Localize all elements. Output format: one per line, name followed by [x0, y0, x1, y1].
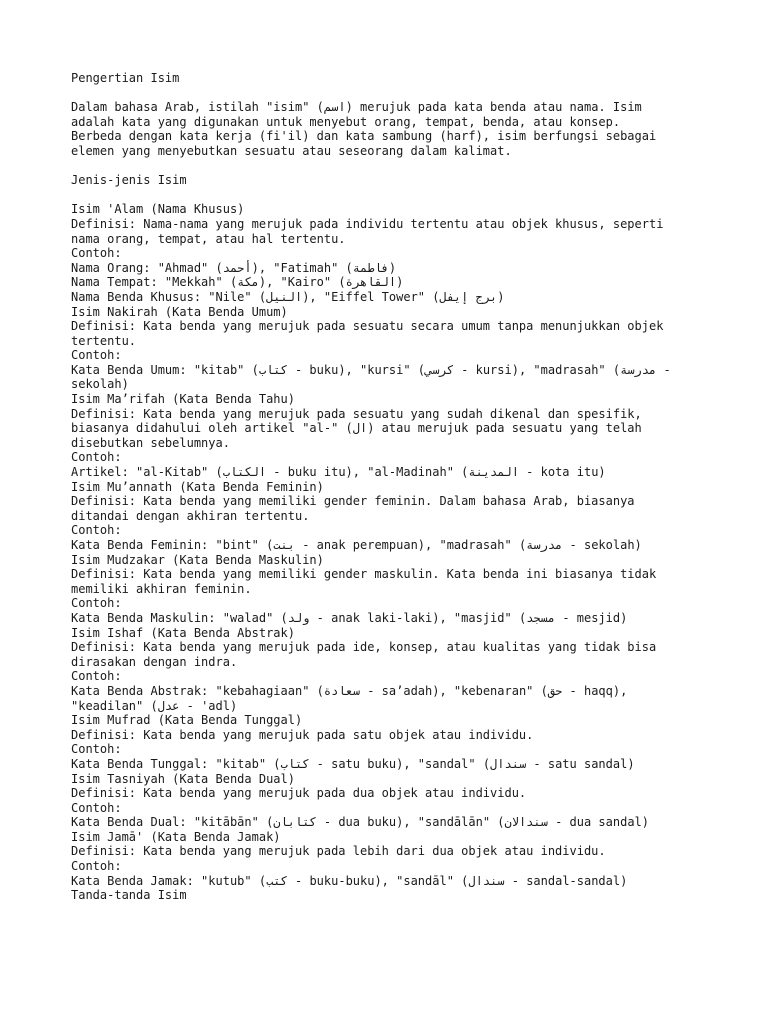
text-line: disebutkan sebelumnya. — [71, 435, 230, 450]
text-line: elemen yang menyebutkan sesuatu atau seseorang dalam kalimat. — [71, 143, 512, 158]
text-line: Definisi: Kata benda yang merujuk pada lebih dari dua objek atau individu. — [71, 844, 606, 859]
text-line: Contoh: — [71, 246, 122, 261]
text-line: Contoh: — [71, 669, 122, 684]
text-line: Definisi: Kata benda yang merujuk pada sesuatu secara umum tanpa menunjukkan objek — [71, 319, 664, 334]
text-line: Isim Mufrad (Kata Benda Tunggal) — [71, 713, 303, 728]
text-line: Definisi: Kata benda yang merujuk pada satu objek atau individu. — [71, 727, 534, 742]
text-line: Kata Benda Tunggal: "kitab" (كتاب - satu buku), "sandal" (سندال - satu sandal) — [71, 756, 635, 771]
text-line: Isim Ishaf (Kata Benda Abstrak) — [71, 625, 295, 640]
text-line: Definisi: Kata benda yang memiliki gender feminin. Dalam bahasa Arab, biasanya — [71, 494, 635, 509]
text-line: Definisi: Kata benda yang merujuk pada ide, konsep, atau kualitas yang tidak bisa — [71, 640, 657, 655]
text-line: Contoh: — [71, 742, 122, 757]
text-line: memiliki akhiran feminin. — [71, 581, 252, 596]
text-line: Isim Mudzakar (Kata Benda Maskulin) — [71, 552, 324, 567]
text-line: sekolah) — [71, 377, 129, 392]
text-line: nama orang, tempat, atau hal tertentu. — [71, 231, 346, 246]
text-line: Isim Nakirah (Kata Benda Umum) — [71, 304, 288, 319]
text-line: Contoh: — [71, 859, 122, 874]
text-line: Definisi: Kata benda yang merujuk pada dua objek atau individu. — [71, 786, 527, 801]
text-line: Tanda-tanda Isim — [71, 888, 187, 903]
text-line: Contoh: — [71, 596, 122, 611]
text-line: Definisi: Kata benda yang merujuk pada sesuatu yang sudah dikenal dan spesifik, — [71, 406, 642, 421]
blank-line — [71, 159, 711, 174]
text-line: Isim 'Alam (Nama Khusus) — [71, 202, 245, 217]
text-line: Isim Mu’annath (Kata Benda Feminin) — [71, 479, 324, 494]
text-line: Isim Jamā' (Kata Benda Jamak) — [71, 829, 281, 844]
text-line: Definisi: Nama-nama yang merujuk pada individu tertentu atau objek khusus, seperti — [71, 216, 664, 231]
text-line: Contoh: — [71, 800, 122, 815]
text-line: Kata Benda Abstrak: "kebahagiaan" (سعادة - sa’adah), "kebenaran" (حق - haqq), — [71, 683, 628, 698]
text-line: Jenis-jenis Isim — [71, 173, 187, 188]
text-line: Kata Benda Dual: "kitābān" (كتابان - dua buku), "sandālān" (سندالان - dua sandal) — [71, 815, 650, 830]
blank-line — [71, 86, 711, 101]
text-line: Berbeda dengan kata kerja (fi'il) dan kata sambung (harf), isim berfungsi sebagai — [71, 129, 657, 144]
text-line: Nama Tempat: "Mekkah" (مكة), "Kairo" (القاهرة) — [71, 275, 404, 290]
text-line: biasanya didahului oleh artikel "al-" (ال) atau merujuk pada sesuatu yang telah — [71, 421, 642, 436]
text-line: Kata Benda Jamak: "kutub" (كتب - buku-buku), "sandāl" (سندال - sandal-sandal) — [71, 873, 628, 888]
text-line: adalah kata yang digunakan untuk menyebut orang, tempat, benda, atau konsep. — [71, 114, 621, 129]
text-line: ditandai dengan akhiran tertentu. — [71, 508, 310, 523]
text-line: dirasakan dengan indra. — [71, 654, 238, 669]
text-line: Isim Tasniyah (Kata Benda Dual) — [71, 771, 295, 786]
text-line: Kata Benda Feminin: "bint" (بنت - anak perempuan), "madrasah" (مدرسة - sekolah) — [71, 538, 642, 552]
text-line: tertentu. — [71, 333, 137, 348]
text-line: Dalam bahasa Arab, istilah "isim" (اسم) merujuk pada kata benda atau nama. Isim — [71, 100, 642, 115]
text-line: Kata Benda Umum: "kitab" (كتاب - buku), "kursi" (كرسي - kursi), "madrasah" (مدرسة - — [71, 362, 671, 377]
text-line: Contoh: — [71, 523, 122, 538]
document-page — [71, 71, 711, 903]
text-line: Contoh: — [71, 348, 122, 363]
text-line: "keadilan" (عدل - 'adl) — [71, 698, 238, 713]
text-line: Artikel: "al-Kitab" (الكتاب - buku itu), "al-Madinah" (المدينة - kota itu) — [71, 465, 606, 480]
text-line: Contoh: — [71, 450, 122, 465]
text-line: Isim Ma’rifah (Kata Benda Tahu) — [71, 392, 295, 407]
text-line: Kata Benda Maskulin: "walad" (ولد - anak laki-laki), "masjid" (مسجد - mesjid) — [71, 610, 628, 625]
text-line: Nama Orang: "Ahmad" (أحمد), "Fatimah" (فاطمة) — [71, 260, 397, 275]
text-line: Definisi: Kata benda yang memiliki gender maskulin. Kata benda ini biasanya tidak — [71, 567, 657, 582]
text-line: Nama Benda Khusus: "Nile" (النيل), "Eiffel Tower" (برج إيفل) — [71, 289, 505, 304]
blank-line — [71, 188, 711, 203]
text-line: Pengertian Isim — [71, 71, 180, 85]
